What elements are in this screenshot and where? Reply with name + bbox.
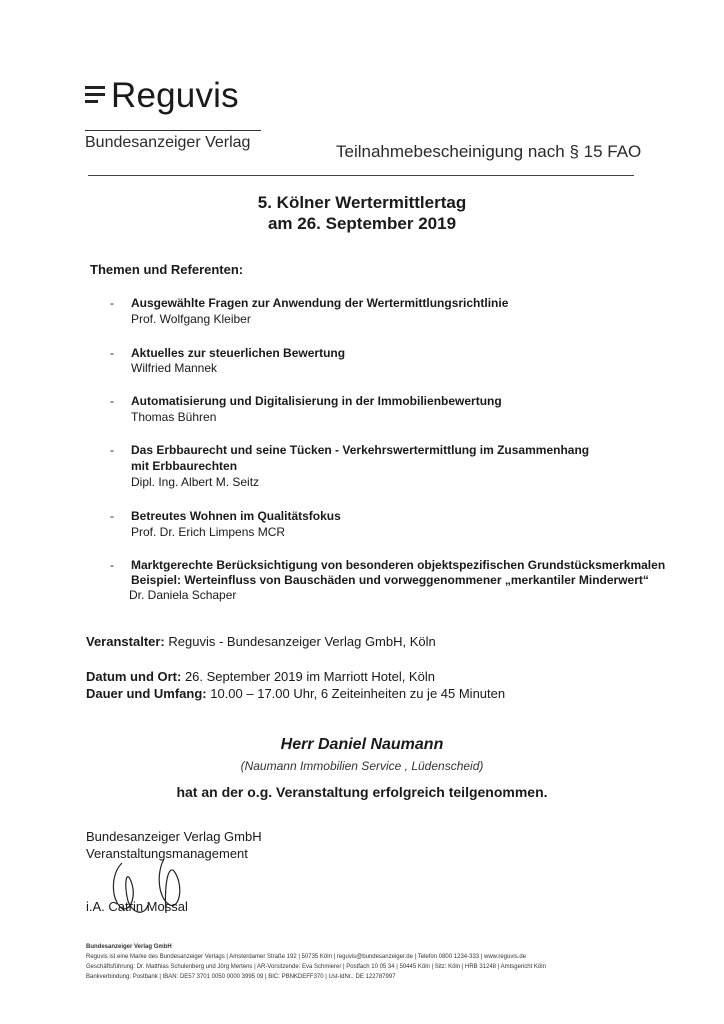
participant-firm: (Naumann Immobilien Service , Lüdenscheid): [240, 759, 484, 773]
duration-value: 10.00 – 17.00 Uhr, 6 Zeiteinheiten zu je 45 Minuten: [206, 686, 506, 701]
duration-line: [86, 686, 505, 701]
footer-company-name: Bundesanzeiger Verlag GmbH: [86, 944, 172, 950]
topic-heading: Aktuelles zur steuerlichen Bewertung: [131, 346, 346, 360]
footer-line: Reguvis ist eine Marke des Bundesanzeiger Verlags | Amsterdamer Straße 192 | 50735 Köln | reguvis@bundesanzeiger.de | Telefon 0800 1234-333 | www.reguvis.de: [86, 954, 527, 960]
logo-wordmark: Reguvis: [111, 76, 239, 115]
topic-speaker: Thomas Bühren: [131, 410, 217, 424]
date-place-line: [86, 669, 435, 684]
signature-signer: i.A. Catrin Mossal: [86, 899, 188, 914]
topic-heading-continued: Beispiel: Werteinfluss von Bauschäden und vorweggenommener „merkantiler Minderwert“: [131, 573, 649, 587]
topic-heading: Ausgewählte Fragen zur Anwendung der Wertermittlungsrichtlinie: [131, 296, 509, 310]
topic-speaker: Dr. Daniela Schaper: [129, 588, 237, 602]
topic-speaker: Prof. Wolfgang Kleiber: [131, 312, 251, 326]
footer-line: Geschäftsführung: Dr. Matthias Schulenberg und Jörg Mertens | AR-Vorsitzende: Eva Schmierer | Postfach 10 05 34 | 50445 Köln | Sitz: Köln | HRB 31248 | Amtsgericht Köln: [86, 964, 546, 970]
topic-dash: -: [110, 346, 114, 360]
event-title: 5. Kölner Wertermittlertag: [257, 193, 467, 212]
topic-heading: Marktgerechte Berücksichtigung von besonderen objektspezifischen Grundstücksmerkmalen: [131, 558, 666, 572]
date-place-value: 26. September 2019 im Marriott Hotel, Köln: [181, 669, 435, 684]
footer-company: [86, 942, 172, 952]
date-place-label: Datum und Ort:: [86, 669, 182, 684]
topic-speaker: Dipl. Ing. Albert M. Seitz: [131, 475, 260, 489]
topic-speaker: Wilfried Mannek: [131, 361, 218, 375]
topic-heading: Betreutes Wohnen im Qualitätsfokus: [131, 509, 341, 523]
logo-bars-icon: [85, 86, 107, 108]
topic-dash: -: [110, 394, 114, 408]
logo-subtitle: Bundesanzeiger Verlag: [85, 134, 251, 151]
topic-dash: -: [110, 296, 114, 310]
topic-heading-continued: mit Erbbaurechten: [131, 459, 238, 473]
topic-dash: -: [110, 443, 114, 457]
topic-heading: Das Erbbaurecht und seine Tücken - Verkehrswertermittlung im Zusammenhang: [131, 443, 590, 457]
certificate-title: Teilnahmebescheinigung nach § 15 FAO: [336, 142, 642, 161]
event-date-title: am 26. September 2019: [267, 214, 457, 233]
topics-label: Themen und Referenten:: [90, 262, 244, 277]
organizer-value: Reguvis - Bundesanzeiger Verlag GmbH, Köln: [164, 634, 436, 649]
participation-statement: hat an der o.g. Veranstaltung erfolgreich teilgenommen.: [176, 784, 548, 800]
topic-dash: -: [110, 558, 114, 572]
duration-label: Dauer und Umfang:: [86, 686, 207, 701]
topic-speaker: Prof. Dr. Erich Limpens MCR: [131, 525, 286, 539]
footer-line: Bankverbindung: Postbank | IBAN: DE57 3701 0050 0000 3995 09 | BIC: PBNKDEFF370 | Ust-IdNr.: DE 122787997: [86, 974, 396, 980]
participant-name: Herr Daniel Naumann: [280, 736, 444, 753]
logo-divider: [85, 130, 261, 131]
topic-dash: -: [110, 509, 114, 523]
signature-org: Bundesanzeiger Verlag GmbH: [86, 829, 262, 844]
reguvis-logo: [85, 78, 265, 158]
organizer-label: Veranstalter:: [86, 634, 165, 649]
handwritten-signature: [104, 855, 204, 925]
organizer-line: [86, 634, 436, 649]
topic-heading: Automatisierung und Digitalisierung in der Immobilienbewertung: [131, 394, 502, 408]
signature-department: Veranstaltungsmanagement: [86, 846, 248, 861]
header-divider: [88, 175, 634, 176]
